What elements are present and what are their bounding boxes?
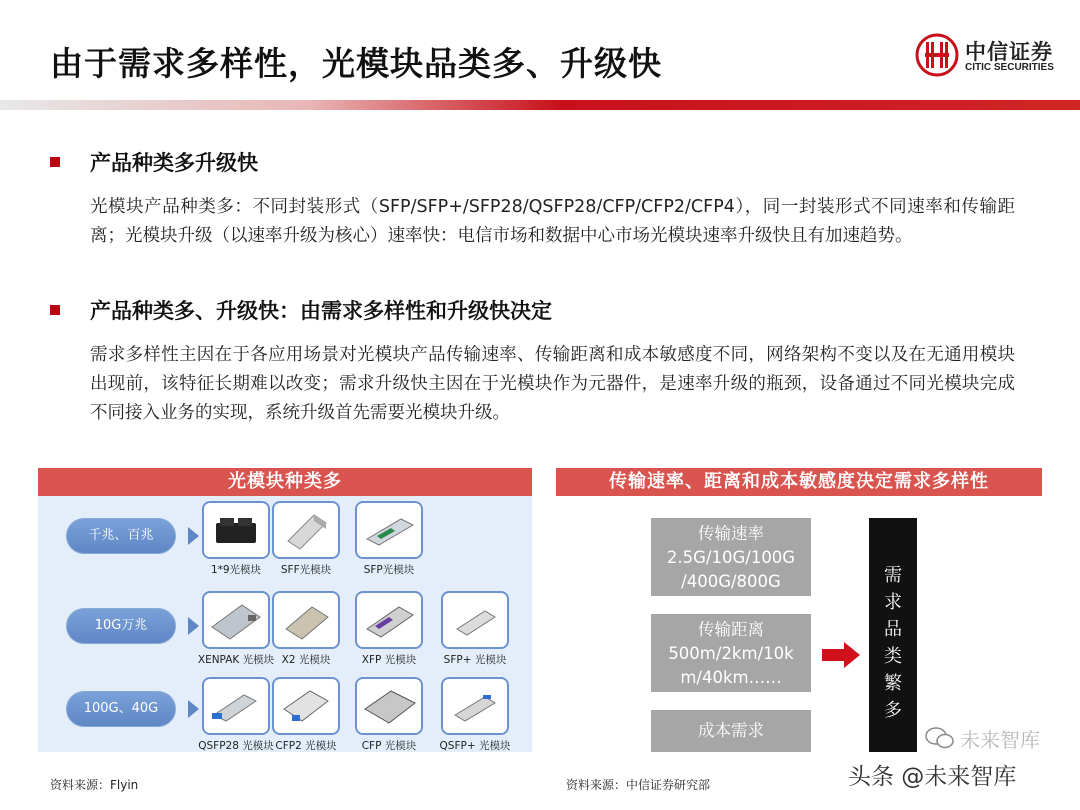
result-char: 需: [884, 565, 902, 586]
section-heading-2: 产品种类多、升级快：由需求多样性和升级快决定: [90, 299, 552, 323]
module-image-1x9: [202, 501, 270, 559]
source-left: 资料来源：Flyin: [50, 778, 139, 792]
module-caption: CFP 光模块: [361, 740, 417, 752]
arrow-right-icon: [188, 617, 199, 635]
arrow-right-icon: [822, 642, 860, 668]
logo-text-cn: 中信证券: [965, 40, 1053, 64]
factor-box-distance: 传输距离 500m/2km/10k m/40km……: [651, 614, 811, 692]
result-box: [869, 518, 917, 752]
section-text-2: 需求多样性主因在于各应用场景对光模块产品传输速率、传输距离和成本敏感度不同，网络架构不变以及在无通用模块出现前，该特征长期难以改变；需求升级快主因在于光模块作为元器件，是速率升级的瓶颈，设备通过不同光模块完成不同接入业务的实现，系统升级首先需要光模块升级。: [90, 345, 1015, 423]
logo-text-en: CITIC SECURITIES: [965, 62, 1054, 73]
factor-box-cost: 成本需求: [651, 710, 811, 752]
module-caption: XFP 光模块: [361, 654, 417, 666]
module-image-x2: [272, 591, 340, 649]
section-text-1: 光模块产品种类多：不同封装形式（SFP/SFP+/SFP28/QSFP28/CFP/CFP2/CFP4），同一封装形式不同速率和传输距离；光模块升级（以速率升级为核心）速率快：电信市场和数据中心市场光模块速率升级快且有加速趋势。: [90, 197, 1015, 246]
module-caption: 1*9光模块: [210, 564, 262, 576]
arrow-right-icon: [188, 700, 199, 718]
result-char: 多: [884, 700, 902, 721]
module-caption: CFP2 光模块: [275, 740, 337, 752]
module-image-qsfp28: [202, 677, 270, 735]
wechat-icon: [925, 725, 955, 751]
module-image-cfp2: [272, 677, 340, 735]
page-title: 由于需求多样性，光模块品类多、升级快: [50, 44, 662, 83]
module-caption: SFP光模块: [363, 564, 415, 576]
citic-logo: [915, 33, 1065, 79]
module-caption: SFP+ 光模块: [443, 654, 507, 666]
module-caption: QSFP+ 光模块: [439, 740, 511, 752]
result-char: 繁: [884, 673, 902, 694]
module-image-sfp-plus: [441, 591, 509, 649]
module-caption: XENPAK 光模块: [197, 654, 275, 666]
citic-logo-icon: [915, 33, 959, 77]
module-caption: SFF光模块: [280, 564, 332, 576]
watermark-text: 头条 @未来智库: [848, 764, 1017, 790]
module-image-xenpak: [202, 591, 270, 649]
module-image-sfp: [355, 501, 423, 559]
module-types-figure: [38, 496, 532, 752]
module-image-sff: [272, 501, 340, 559]
result-text: [869, 562, 917, 724]
module-caption: X2 光模块: [281, 654, 331, 666]
row-label-10g: 10G万兆: [66, 608, 176, 644]
bullet-square: [50, 305, 60, 315]
bullet-square: [50, 157, 60, 167]
row-label-100g: 100G、40G: [66, 691, 176, 727]
result-char: 类: [884, 646, 902, 667]
source-right: 资料来源：中信证券研究部: [566, 778, 711, 792]
module-image-cfp: [355, 677, 423, 735]
arrow-right-icon: [188, 527, 199, 545]
module-image-qsfp-plus: [441, 677, 509, 735]
factor-box-speed: 传输速率 2.5G/10G/100G /400G/800G: [651, 518, 811, 596]
header-divider: [0, 100, 1080, 110]
watermark-faded-text: 未来智库: [960, 728, 1040, 752]
module-image-xfp: [355, 591, 423, 649]
right-figure-title: 传输速率、距离和成本敏感度决定需求多样性: [556, 468, 1042, 496]
result-char: 品: [884, 619, 902, 640]
section-heading-1: 产品种类多升级快: [90, 151, 258, 175]
row-label-gigabit: 千兆、百兆: [66, 518, 176, 554]
result-char: 求: [884, 592, 902, 613]
left-figure-title: 光模块种类多: [38, 468, 532, 496]
module-caption: QSFP28 光模块: [198, 740, 274, 752]
